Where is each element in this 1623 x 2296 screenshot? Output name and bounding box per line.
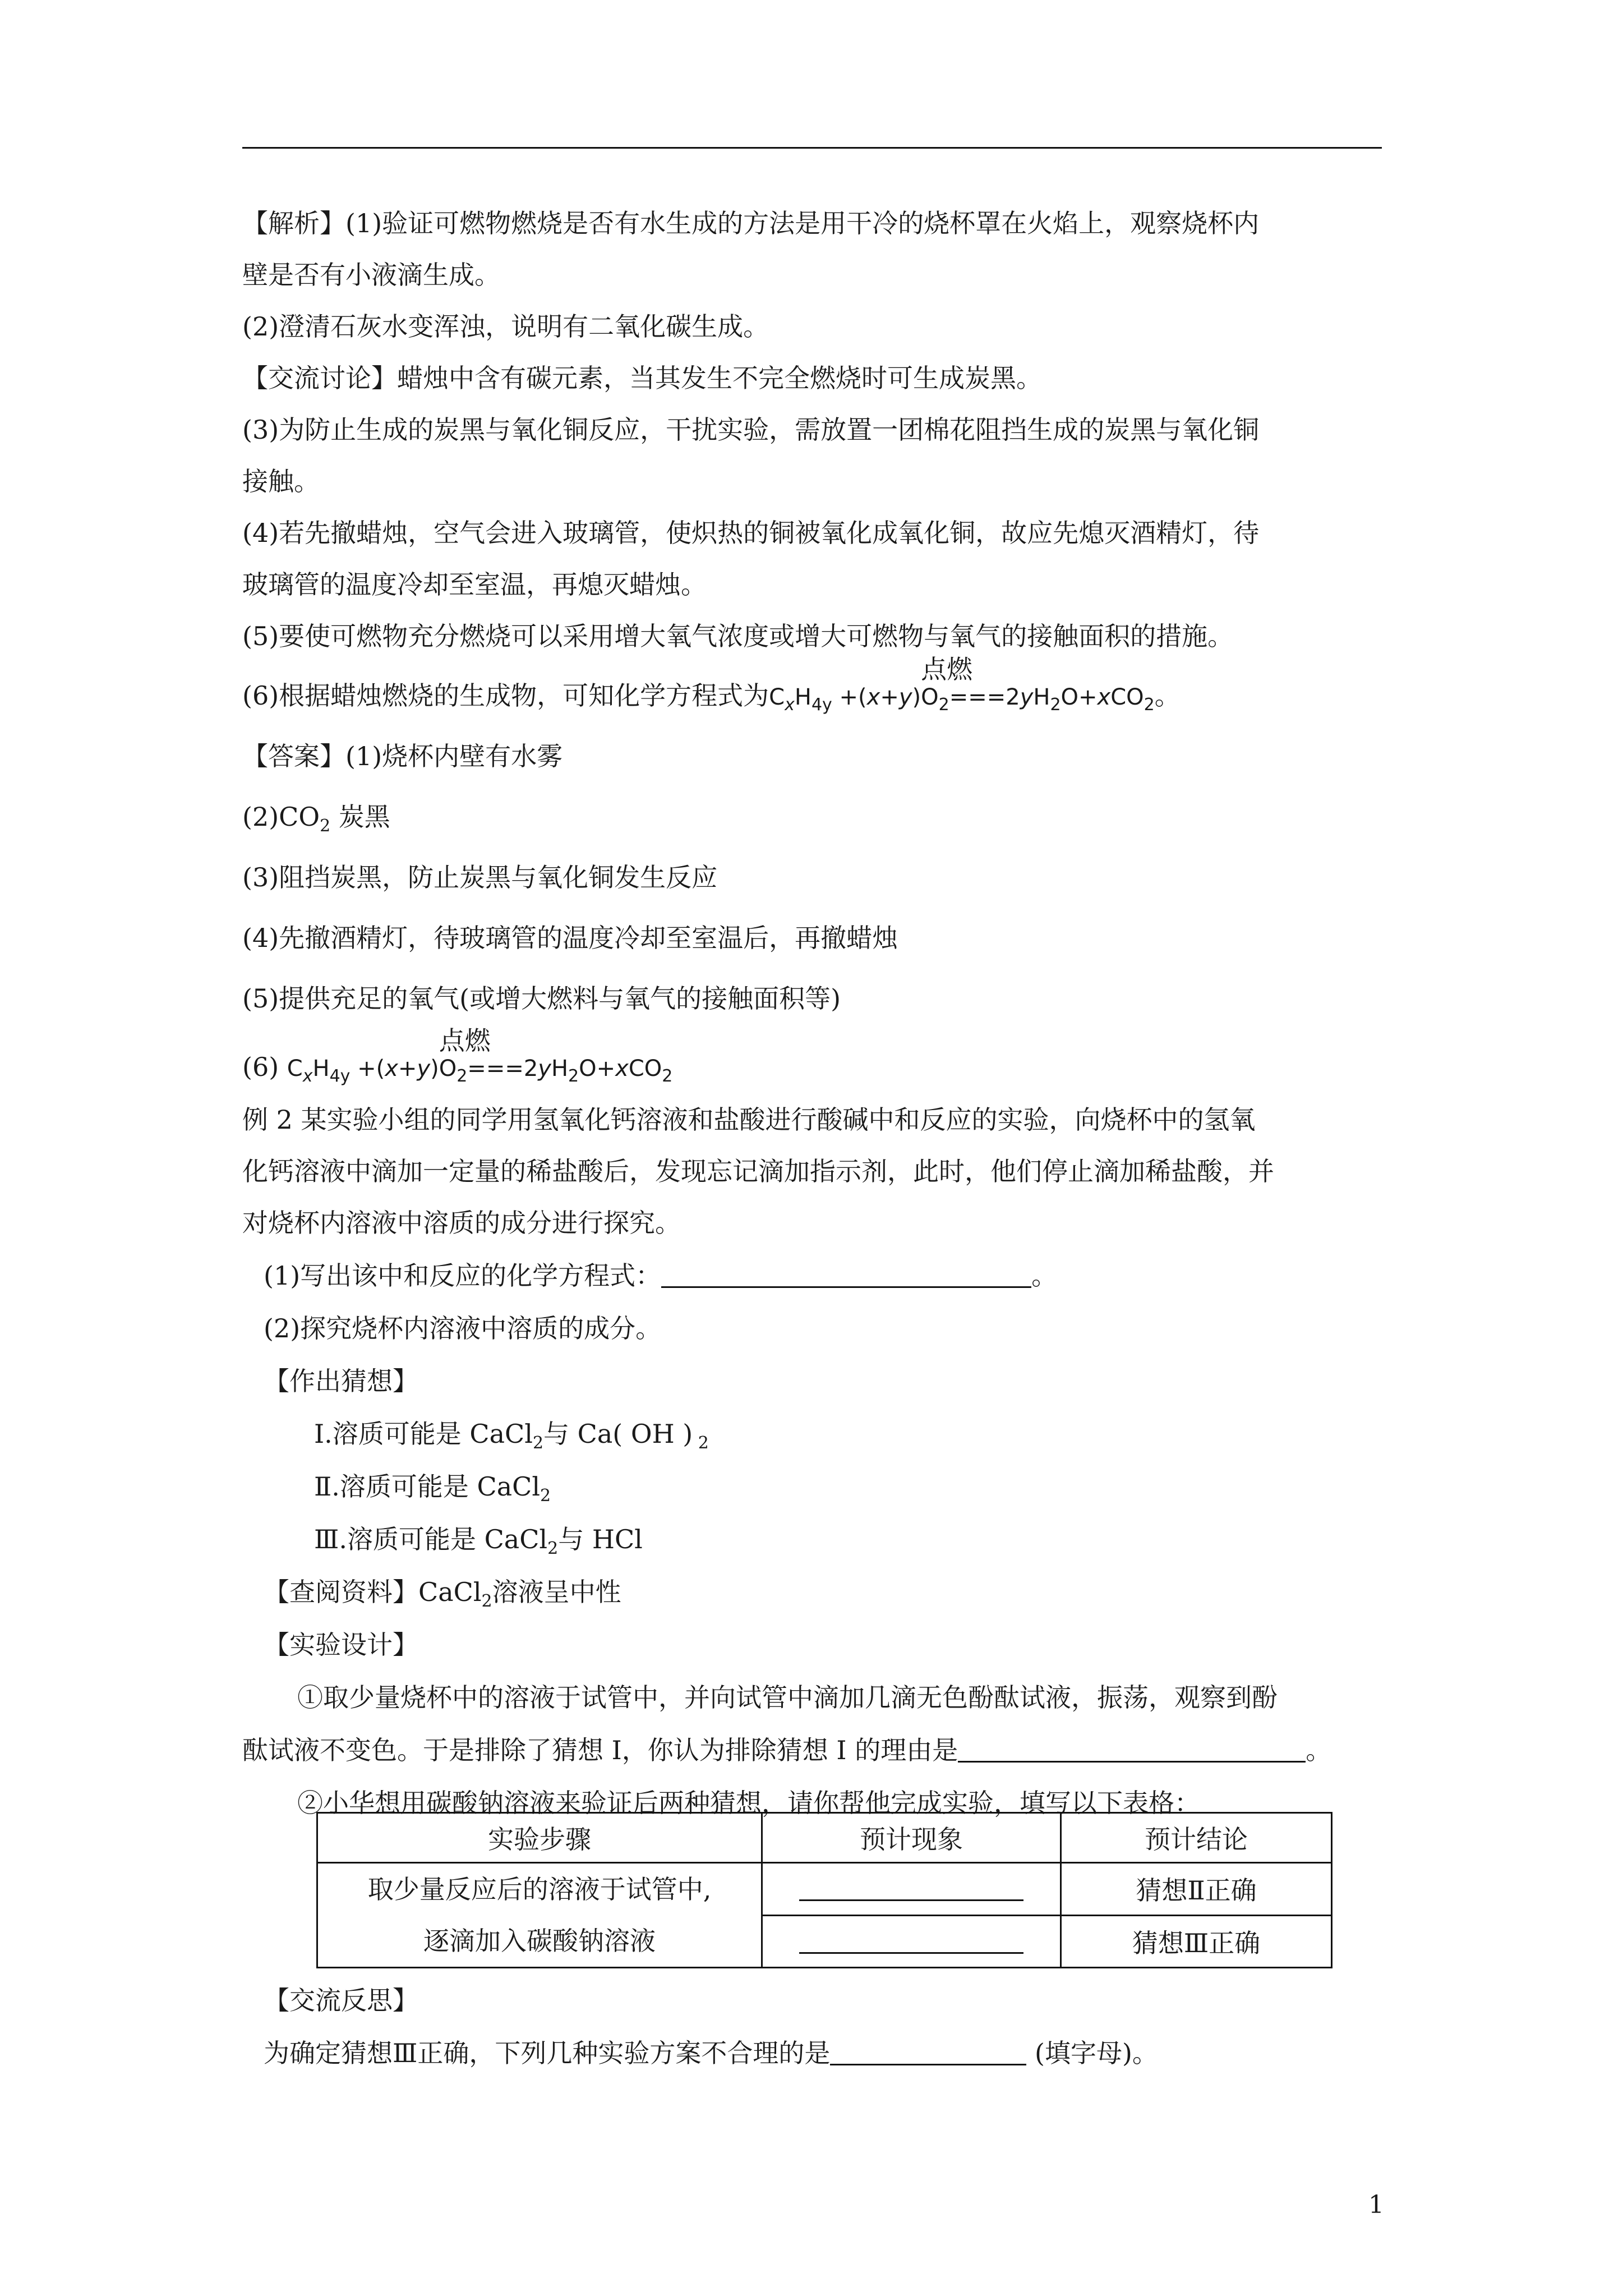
eq2-plus: +( — [350, 1056, 385, 1082]
reflect-heading: 【交流反思】 — [264, 1985, 418, 2016]
eq-x: x — [785, 695, 795, 715]
question-1 — [264, 1259, 1057, 1292]
design-heading: 【实验设计】 — [264, 1630, 418, 1660]
guess-3-suffix: 与 HCl — [558, 1524, 643, 1554]
reference-sub: 2 — [481, 1591, 492, 1611]
answer-2-sub: 2 — [320, 816, 331, 836]
eq2-xy: x+y — [385, 1056, 431, 1082]
question-2: (2)探究烧杯内溶液中溶质的成分。 — [264, 1313, 662, 1343]
question-1-end: 。 — [1031, 1260, 1058, 1291]
eq2-o2-sub: 2 — [457, 1066, 468, 1086]
guess-3-sub: 2 — [547, 1539, 559, 1558]
eq2-co2-sub: 2 — [662, 1066, 673, 1086]
header-phenomenon: 预计现象 — [762, 1813, 1061, 1863]
answer-line-2 — [242, 800, 390, 834]
eq-y: y — [1020, 684, 1034, 710]
eq2-h2-sub: 2 — [568, 1066, 579, 1086]
guess-1-sub2: 2 — [693, 1433, 709, 1453]
answer-equation — [287, 1025, 673, 1086]
design-step-1b-end: 。 — [1306, 1735, 1332, 1765]
example2-line-1: 例 2 某实验小组的同学用氢氧化钙溶液和盐酸进行酸碱中和反应的实验，向烧杯中的氢氧 — [242, 1105, 1256, 1135]
eq-plus: +( — [832, 684, 867, 710]
eq-h2-sub: 2 — [1050, 695, 1061, 715]
phenomenon-cell-1 — [762, 1863, 1061, 1916]
eq2-o2: O — [439, 1056, 457, 1082]
eq2-condition-wrap — [439, 1025, 491, 1086]
reflect-question — [264, 2036, 1158, 2070]
answer-2-suffix: 炭黑 — [330, 802, 390, 832]
table-row — [317, 1863, 1332, 1916]
answer-line-3: (3)阻挡炭黑，防止炭黑与氧化铜发生反应 — [242, 862, 718, 892]
reason-answer-blank[interactable] — [958, 1735, 1306, 1763]
reflect-answer-blank[interactable] — [830, 2038, 1026, 2065]
steps-line-1: 取少量反应后的溶液于试管中, — [367, 1874, 712, 1904]
question-1-answer-blank[interactable] — [661, 1260, 1031, 1288]
eq-4y: 4y — [811, 695, 832, 715]
eq-x2: x — [1097, 684, 1111, 710]
steps-line-2: 逐滴加入碳酸钠溶液 — [423, 1926, 656, 1956]
eq-h: H — [794, 684, 811, 710]
eq2-h: H — [312, 1056, 330, 1082]
design-step-1b — [242, 1733, 1331, 1767]
eq2-c: C — [287, 1056, 303, 1082]
guess-2-prefix: Ⅱ.溶质可能是 CaCl — [314, 1471, 541, 1502]
answer-line-6 — [242, 1025, 673, 1086]
answer-2-prefix: (2)CO — [242, 802, 320, 832]
analysis-line-8: 玻璃管的温度冷却至室温，再熄灭蜡烛。 — [242, 569, 707, 600]
answer-line-5: (5)提供充足的氧气(或增大燃料与氧气的接触面积等) — [242, 983, 841, 1014]
guess-1-mid: 与 Ca( OH ) — [543, 1419, 693, 1449]
eq-close: ) — [912, 684, 921, 710]
design-step-1a: ①取少量烧杯中的溶液于试管中，并向试管中滴加几滴无色酚酞试液，振荡，观察到酚 — [297, 1682, 1278, 1713]
header-rule — [242, 147, 1382, 149]
eq-arrow: ===2 — [949, 684, 1020, 710]
phenomenon-blank-1[interactable] — [799, 1874, 1023, 1901]
answer-line-1: 【答案】(1)烧杯内壁有水雾 — [242, 741, 563, 771]
analysis-line-10 — [242, 654, 1181, 715]
analysis-line-3: (2)澄清石灰水变浑浊，说明有二氧化碳生成。 — [242, 311, 769, 342]
reference-suffix: 溶液呈中性 — [492, 1577, 621, 1607]
answer-line-4: (4)先撤酒精灯，待玻璃管的温度冷却至室温后，再撤蜡烛 — [242, 923, 898, 953]
reference-prefix: 【查阅资料】CaCl — [264, 1577, 482, 1607]
analysis-line-10-suffix: 。 — [1154, 680, 1181, 711]
discussion-line: 【交流讨论】蜡烛中含有碳元素，当其发生不完全燃烧时可生成炭黑。 — [242, 363, 1042, 393]
experiment-table — [316, 1812, 1332, 1968]
eq-condition: 点燃 — [921, 654, 973, 684]
eq2-h2: H — [551, 1056, 569, 1082]
eq2-x: x — [302, 1066, 313, 1086]
reference-info — [264, 1575, 621, 1609]
eq-c: C — [769, 684, 785, 710]
eq2-4y: 4y — [329, 1066, 351, 1086]
design-step-1b-text: 酞试液不变色。于是排除了猜想 I，你认为排除猜想 I 的理由是 — [242, 1735, 958, 1765]
eq2-y: y — [538, 1056, 551, 1082]
header-steps: 实验步骤 — [317, 1813, 762, 1863]
guess-3 — [314, 1522, 643, 1556]
reflect-end: (填字母)。 — [1026, 2038, 1158, 2068]
eq-h2: H — [1033, 684, 1050, 710]
phenomenon-cell-2 — [762, 1915, 1061, 1968]
eq2-condition: 点燃 — [439, 1025, 491, 1056]
header-conclusion: 预计结论 — [1061, 1813, 1332, 1863]
conclusion-cell-1: 猜想Ⅱ正确 — [1061, 1863, 1332, 1916]
eq2-x2: x — [615, 1056, 629, 1082]
eq2-co: CO — [628, 1056, 662, 1082]
guess-3-prefix: Ⅲ.溶质可能是 CaCl — [314, 1524, 548, 1554]
eq-co: CO — [1110, 684, 1144, 710]
example2-line-3: 对烧杯内溶液中溶质的成分进行探究。 — [242, 1208, 681, 1238]
steps-cell — [317, 1863, 762, 1968]
analysis-line-9: (5)要使可燃物充分燃烧可以采用增大氧气浓度或增大可燃物与氧气的接触面积的措施。 — [242, 621, 1234, 651]
conclusion-cell-2: 猜想Ⅲ正确 — [1061, 1915, 1332, 1968]
combustion-equation — [769, 654, 1155, 715]
eq2-o: O+ — [579, 1056, 616, 1082]
page-number: 1 — [1368, 2191, 1384, 2219]
guess-1-sub: 2 — [532, 1433, 544, 1453]
analysis-line-1: 【解析】(1)验证可燃物燃烧是否有水生成的方法是用干冷的烧杯罩在火焰上，观察烧杯内 — [242, 208, 1260, 238]
guess-1 — [314, 1417, 709, 1451]
guess-2 — [314, 1470, 551, 1506]
analysis-line-7: (4)若先撤蜡烛，空气会进入玻璃管，使炽热的铜被氧化成氧化铜，故应先熄灭酒精灯，待 — [242, 518, 1260, 548]
eq2-arrow: ===2 — [467, 1056, 538, 1082]
phenomenon-blank-2[interactable] — [799, 1926, 1023, 1954]
eq-condition-wrap — [921, 654, 973, 715]
reflect-text: 为确定猜想Ⅲ正确，下列几种实验方案不合理的是 — [264, 2038, 831, 2068]
eq-xy: x+y — [866, 684, 912, 710]
analysis-line-2: 壁是否有小液滴生成。 — [242, 260, 500, 290]
analysis-line-6: 接触。 — [242, 466, 320, 496]
question-1-text: (1)写出该中和反应的化学方程式： — [264, 1260, 662, 1291]
analysis-line-10-prefix: (6)根据蜡烛燃烧的生成物，可知化学方程式为 — [242, 680, 769, 711]
guess-2-sub: 2 — [540, 1486, 551, 1506]
eq-o2-sub: 2 — [938, 695, 949, 715]
eq-o: O+ — [1061, 684, 1098, 710]
guess-heading: 【作出猜想】 — [264, 1366, 418, 1396]
example2-line-2: 化钙溶液中滴加一定量的稀盐酸后，发现忘记滴加指示剂，此时，他们停止滴加稀盐酸，并 — [242, 1156, 1274, 1186]
analysis-line-5: (3)为防止生成的炭黑与氧化铜反应，干扰实验，需放置一团棉花阻挡生成的炭黑与氧化铜 — [242, 415, 1260, 445]
table-header-row — [317, 1813, 1332, 1863]
answer-6-prefix: (6) — [242, 1052, 287, 1082]
eq-co2-sub: 2 — [1144, 695, 1155, 715]
design-step-2: ②小华想用碳酸钠溶液来验证后两种猜想，请你帮他完成实验，填写以下表格： — [297, 1788, 1200, 1818]
eq2-close: ) — [430, 1056, 439, 1082]
eq-o2: O — [921, 684, 939, 710]
guess-1-prefix: Ⅰ.溶质可能是 CaCl — [314, 1419, 533, 1449]
